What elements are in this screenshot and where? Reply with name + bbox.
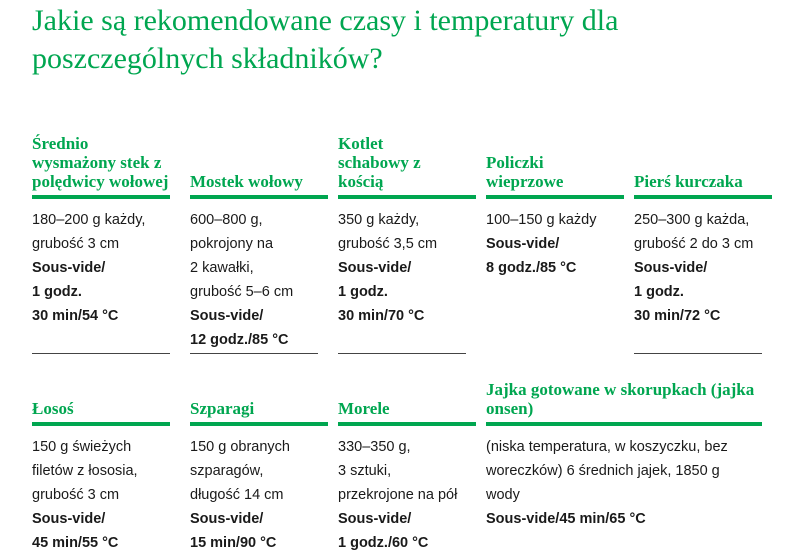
item-card-onsen-eggs	[486, 378, 762, 531]
item-title: Kotlet schabowy z kością	[338, 134, 421, 191]
title-underline	[32, 422, 170, 426]
item-card-asparagus	[190, 378, 328, 555]
item-title: Mostek wołowy	[190, 172, 303, 191]
title-underline	[338, 422, 476, 426]
row-divider	[32, 353, 170, 354]
item-card-beef-brisket	[190, 115, 328, 352]
row-divider	[634, 353, 762, 354]
item-description: 330–350 g, 3 sztuki, przekrojone na pół	[338, 439, 458, 503]
item-method: Sous-vide/ 12 godz./85 °C	[190, 308, 289, 348]
title-underline	[486, 195, 624, 199]
title-underline	[32, 195, 170, 199]
title-underline	[486, 422, 762, 426]
row-divider	[190, 353, 318, 354]
item-title: Morele	[338, 399, 390, 418]
item-title: Łosoś	[32, 399, 74, 418]
page-title: Jakie są rekomendowane czasy i temperatury dla poszczególnych składników?	[32, 4, 619, 75]
item-title: Jajka gotowane w skorupkach (jajka onsen)	[486, 380, 755, 418]
item-method: Sous-vide/45 min/65 °C	[486, 511, 646, 527]
title-underline	[338, 195, 476, 199]
item-method: Sous-vide/ 1 godz. 30 min/70 °C	[338, 260, 425, 324]
item-method: Sous-vide/ 15 min/90 °C	[190, 511, 277, 551]
item-method: Sous-vide/ 1 godz. 30 min/72 °C	[634, 260, 721, 324]
item-description: 150 g świeżych filetów z łososia, grubość 3 cm	[32, 439, 138, 503]
item-description: 350 g każdy, grubość 3,5 cm	[338, 212, 438, 252]
item-card-salmon	[32, 378, 170, 555]
item-card-chicken-breast	[634, 115, 772, 328]
item-title: Pierś kurczaka	[634, 172, 743, 191]
item-title: Szparagi	[190, 399, 255, 418]
item-description: 150 g obranych szparagów, długość 14 cm	[190, 439, 290, 503]
item-title: Średnio wysmażony stek z polędwicy wołowej	[32, 134, 169, 191]
item-description: 250–300 g każda, grubość 2 do 3 cm	[634, 212, 754, 252]
item-title: Policzki wieprzowe	[486, 153, 564, 191]
item-description: 600–800 g, pokrojony na 2 kawałki, grubość 5–6 cm	[190, 212, 294, 300]
item-card-pork-cheeks	[486, 115, 624, 280]
title-underline	[190, 422, 328, 426]
item-method: Sous-vide/ 1 godz. 30 min/54 °C	[32, 260, 119, 324]
title-underline	[634, 195, 772, 199]
item-description: 180–200 g każdy, grubość 3 cm	[32, 212, 146, 252]
title-underline	[190, 195, 328, 199]
item-method: Sous-vide/ 45 min/55 °C	[32, 511, 119, 551]
item-description: (niska temperatura, w koszyczku, bez woreczków) 6 średnich jajek, 1850 g wody	[486, 439, 728, 503]
item-description: 100–150 g każdy	[486, 212, 597, 228]
item-card-apricots	[338, 378, 476, 555]
row-divider	[338, 353, 466, 354]
item-card-beef-steak	[32, 115, 170, 328]
item-method: Sous-vide/ 1 godz./60 °C	[338, 511, 429, 551]
item-card-pork-chop	[338, 115, 476, 328]
item-method: Sous-vide/ 8 godz./85 °C	[486, 236, 577, 276]
